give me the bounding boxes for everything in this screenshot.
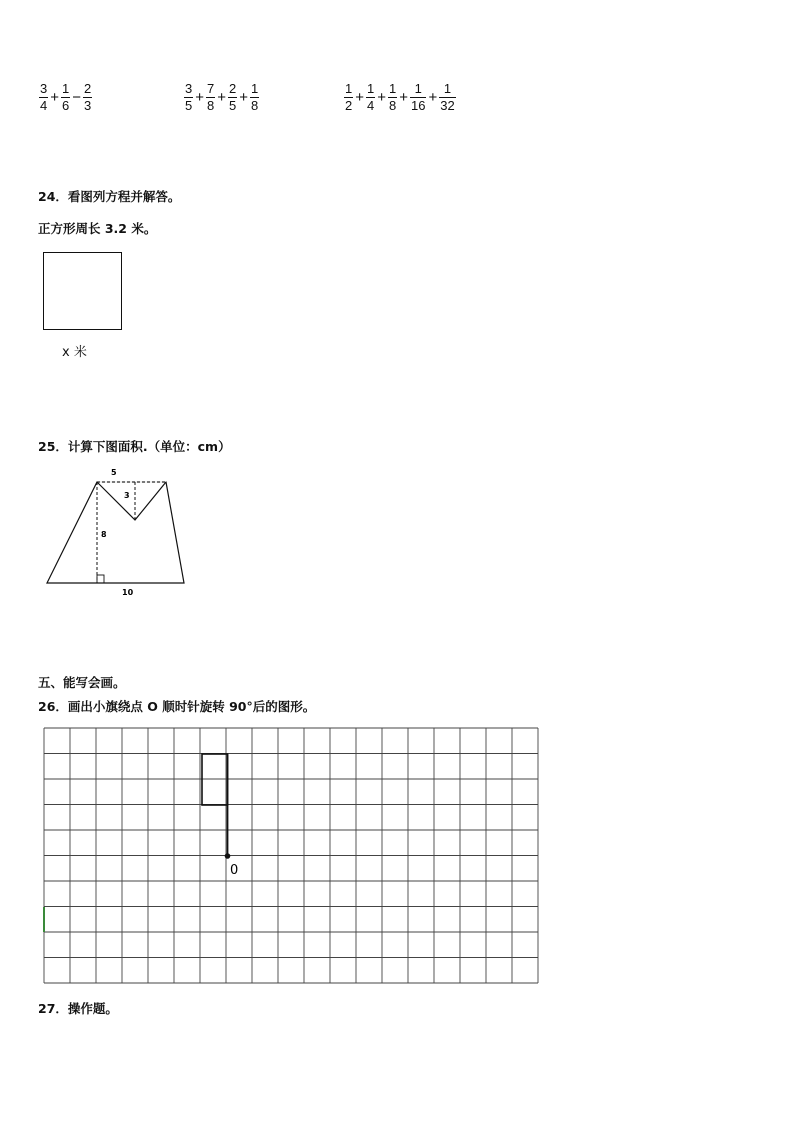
fraction-denominator: 5	[185, 97, 193, 113]
fraction-denominator: 6	[62, 97, 70, 113]
label-triangle-height: 3	[124, 491, 130, 500]
triangle-notch	[97, 482, 166, 520]
point-o-label: 0	[230, 863, 239, 878]
fraction-denominator: 8	[389, 97, 397, 113]
section-5-title: 五、能写会画。	[38, 675, 126, 690]
fraction-numerator: 3	[40, 80, 48, 96]
fraction	[250, 81, 259, 114]
question-24-condition: 正方形周长 3.2 米。	[38, 221, 157, 236]
square-side-label: x 米	[62, 345, 87, 360]
question-26-title: 26．画出小旗绕点 O 顺时针旋转 90°后的图形。	[38, 699, 316, 714]
operator: +	[217, 88, 226, 106]
operator: +	[377, 88, 386, 106]
trapezoid-figure	[38, 462, 198, 602]
expression-3	[343, 76, 457, 118]
fraction-numerator: 1	[345, 80, 353, 96]
fraction	[410, 81, 426, 114]
expression-1	[38, 76, 93, 118]
question-25-title: 25．计算下图面积.（单位：cm）	[38, 439, 231, 454]
operator: +	[239, 88, 248, 106]
fraction-denominator: 32	[440, 97, 455, 113]
fraction-denominator: 16	[411, 97, 426, 113]
fraction	[39, 81, 48, 114]
label-bottom: 10	[122, 588, 134, 597]
operator: +	[195, 88, 204, 106]
fraction-numerator: 1	[443, 80, 452, 96]
grid-lines	[44, 728, 538, 983]
label-top: 5	[111, 468, 117, 477]
square-figure	[43, 252, 122, 330]
fraction-denominator: 8	[251, 97, 259, 113]
operator: +	[399, 88, 408, 106]
question-27-title: 27．操作题。	[38, 1001, 118, 1016]
fraction	[228, 81, 237, 114]
fraction	[344, 81, 353, 114]
label-height: 8	[101, 530, 107, 539]
rotation-grid	[40, 725, 547, 987]
fraction	[366, 81, 375, 114]
fraction-numerator: 1	[389, 80, 397, 96]
fraction	[206, 81, 215, 114]
flag-rectangle	[202, 754, 228, 805]
fraction-denominator: 5	[229, 97, 237, 113]
fraction-numerator: 7	[207, 80, 215, 96]
fraction	[61, 81, 70, 114]
question-24-title: 24．看图列方程并解答。	[38, 189, 181, 204]
fraction-numerator: 2	[84, 80, 92, 96]
point-o	[225, 853, 231, 859]
fraction-numerator: 1	[367, 80, 375, 96]
fraction-numerator: 3	[185, 80, 193, 96]
fraction	[439, 81, 455, 114]
trapezoid-outline	[47, 482, 184, 583]
fraction-denominator: 4	[367, 97, 375, 113]
operator: +	[355, 88, 364, 106]
expression-2	[183, 76, 260, 118]
fraction	[388, 81, 397, 114]
fraction	[184, 81, 193, 114]
fraction	[83, 81, 92, 114]
fraction-numerator: 1	[414, 80, 422, 96]
fraction-denominator: 3	[84, 97, 92, 113]
fraction-numerator: 2	[229, 80, 237, 96]
fraction-denominator: 8	[207, 97, 215, 113]
operator: +	[50, 88, 59, 106]
operator: −	[72, 88, 81, 106]
fraction-denominator: 4	[40, 97, 48, 113]
fraction-denominator: 2	[345, 97, 353, 113]
fraction-numerator: 1	[251, 80, 259, 96]
right-angle-mark	[97, 575, 104, 583]
operator: +	[428, 88, 438, 106]
fraction-numerator: 1	[62, 80, 70, 96]
